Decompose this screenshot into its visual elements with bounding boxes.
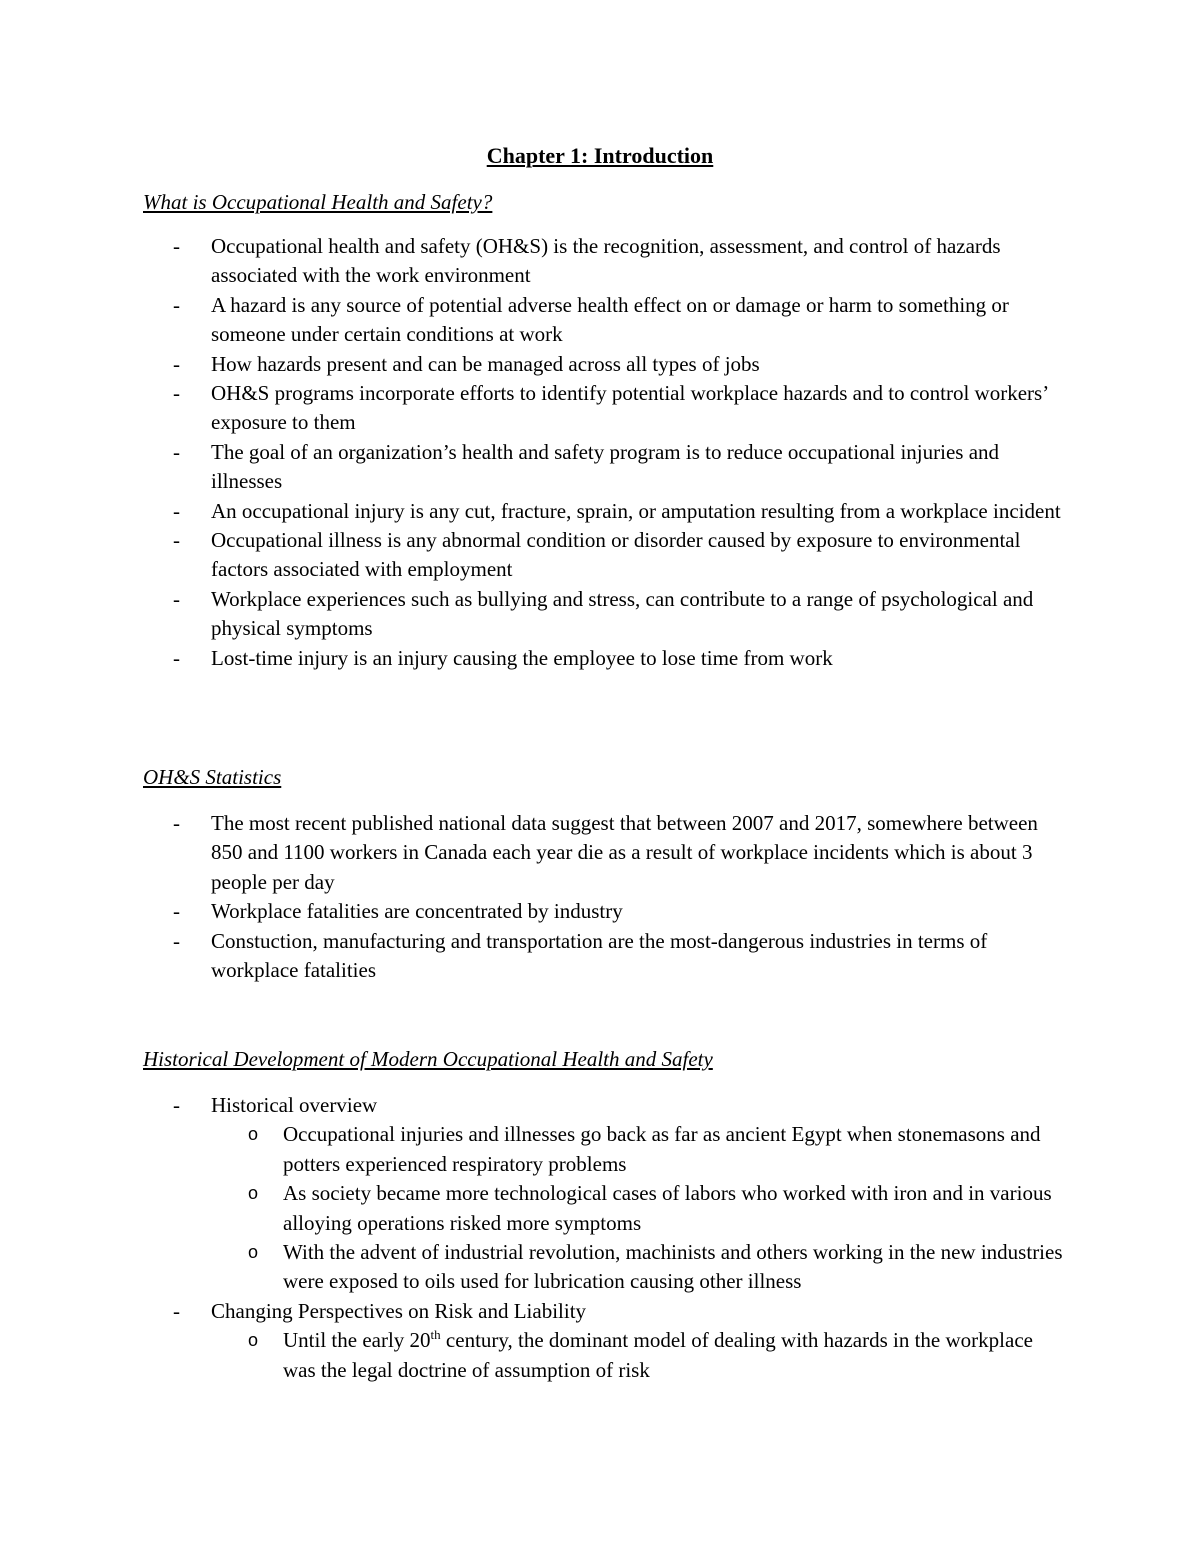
list-item: - Historical overview: [0, 1091, 1200, 1120]
list-item: - A hazard is any source of potential adverse health effect on or damage or harm to something or someone under certain conditions at work: [0, 291, 1200, 350]
dash-bullet-icon: [173, 644, 180, 673]
list-item: - OH&S programs incorporate efforts to identify potential workplace hazards and to control workers’ exposure to them: [0, 379, 1200, 438]
sub-list-item: o As society became more technological cases of labors who worked with iron and in various alloying operations risked more symptoms: [248, 1181, 1052, 1235]
list-item: - Lost-time injury is an injury causing the employee to lose time from work: [0, 644, 1200, 673]
list-item: - Constuction, manufacturing and transportation are the most-dangerous industries in terms of workplace fatalities: [0, 927, 1200, 986]
list-item: - Workplace fatalities are concentrated by industry: [0, 897, 1200, 926]
dash-bullet-icon: [173, 291, 180, 320]
list-item: - The most recent published national data suggest that between 2007 and 2017, somewhere between 850 and 1100 workers in Canada each year die as a result of workplace incidents which is about 3 people per day: [0, 809, 1200, 897]
dash-bullet-icon: [173, 1297, 180, 1326]
dash-bullet-icon: [173, 897, 180, 926]
circle-bullet-icon: o: [248, 1242, 259, 1263]
circle-bullet-icon: o: [248, 1183, 259, 1204]
list-item: - How hazards present and can be managed across all types of jobs: [0, 350, 1200, 379]
dash-bullet-icon: [173, 232, 180, 261]
sub-list-item: o With the advent of industrial revolution, machinists and others working in the new industries were exposed to oils used for lubrication causing other illness: [248, 1240, 1063, 1294]
list-item: - Changing Perspectives on Risk and Liability: [0, 1297, 1200, 1326]
bullet-list: [0, 809, 1200, 985]
dash-bullet-icon: [173, 809, 180, 838]
dash-bullet-icon: [173, 585, 180, 614]
circle-bullet-icon: o: [248, 1330, 259, 1351]
sub-list-item: o Until the early 20th century, the dominant model of dealing with hazards in the workplace was the legal doctrine of assumption of risk: [248, 1327, 1033, 1382]
sub-list-item: o Occupational injuries and illnesses go back as far as ancient Egypt when stonemasons and potters experienced respiratory problems: [248, 1122, 1041, 1176]
circle-bullet-icon: o: [248, 1124, 259, 1145]
list-item: - Occupational illness is any abnormal condition or disorder caused by exposure to environmental factors associated with employment: [0, 526, 1200, 585]
section-heading: What is Occupational Health and Safety?: [143, 190, 493, 214]
list-item: - An occupational injury is any cut, fracture, sprain, or amputation resulting from a workplace incident: [0, 497, 1200, 526]
dash-bullet-icon: [173, 927, 180, 956]
list-item: - Occupational health and safety (OH&S) is the recognition, assessment, and control of hazards associated with the work environment: [0, 232, 1200, 291]
bullet-list: [0, 1091, 1200, 1385]
dash-bullet-icon: [173, 497, 180, 526]
list-item: - Workplace experiences such as bullying and stress, can contribute to a range of psychological and physical symptoms: [0, 585, 1200, 644]
page-title: Chapter 1: Introduction: [486, 143, 714, 168]
dash-bullet-icon: [173, 350, 180, 379]
list-item: - The goal of an organization’s health and safety program is to reduce occupational injuries and illnesses: [0, 438, 1200, 497]
dash-bullet-icon: [173, 1091, 180, 1120]
section-heading: Historical Development of Modern Occupational Health and Safety: [143, 1047, 713, 1071]
dash-bullet-icon: [173, 379, 180, 408]
dash-bullet-icon: [173, 526, 180, 555]
section-heading: OH&S Statistics: [143, 765, 282, 789]
dash-bullet-icon: [173, 438, 180, 467]
bullet-list: [0, 232, 1200, 673]
